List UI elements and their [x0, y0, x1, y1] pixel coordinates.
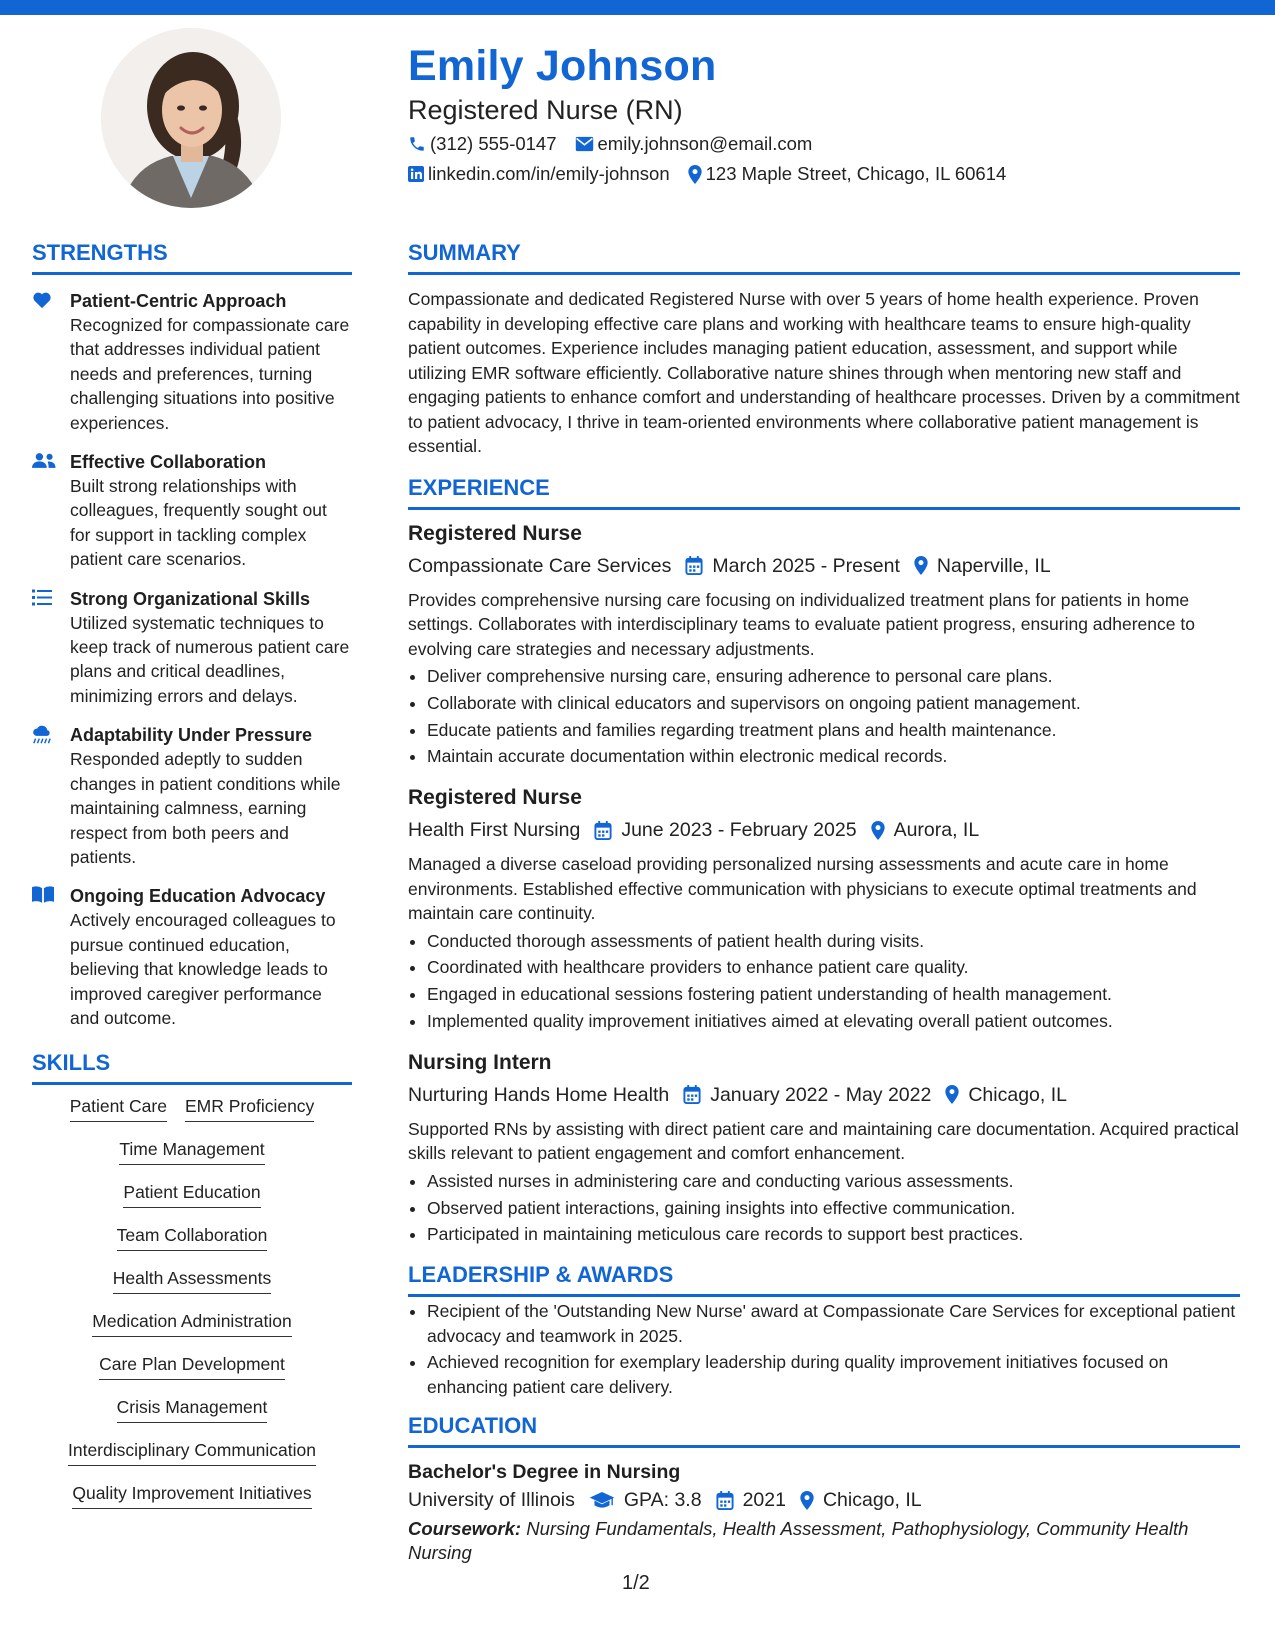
- summary-heading: SUMMARY: [408, 240, 1240, 275]
- email-icon: [575, 136, 594, 152]
- list-item: • Implemented quality improvement initiatives aimed at elevating overall patient outcomes.: [427, 1008, 1240, 1035]
- heart-icon: [32, 291, 52, 309]
- job-description: Supported RNs by assisting with direct patient care and maintaining care documentation. Acquired practical skills relevant to patient engagement and comfort enhancement.: [408, 1118, 1239, 1164]
- job-bullets: [408, 1168, 1240, 1248]
- job-location-wrap: [871, 816, 980, 844]
- leadership-heading: LEADERSHIP & AWARDS: [408, 1262, 1240, 1297]
- education-degree: Bachelor's Degree in Nursing: [408, 1461, 681, 1484]
- skills-heading: SKILLS: [32, 1050, 352, 1085]
- list-item: • Observed patient interactions, gaining insights into effective communication.: [427, 1195, 1240, 1222]
- job-dates: January 2022 - May 2022: [710, 1083, 932, 1106]
- profile-photo: [101, 28, 281, 208]
- calendar-icon: [685, 556, 703, 575]
- list-item: • Engaged in educational sessions fostering patient understanding of health management.: [427, 981, 1240, 1008]
- job-company: Compassionate Care Services: [408, 554, 672, 577]
- location-pin-icon: [800, 1491, 814, 1510]
- strength-item: [32, 450, 352, 572]
- job-dates-wrap: [683, 1081, 931, 1109]
- job-location: Aurora, IL: [893, 819, 980, 842]
- calendar-icon: [594, 821, 612, 840]
- job-role: Registered Nurse: [408, 521, 582, 545]
- contact-line-2: [408, 163, 1006, 185]
- page-number: 1/2: [622, 1572, 650, 1594]
- job-description: Managed a diverse caseload providing personalized nursing assessments and acute care in home environments. Established effective communication with physicians to execute optimal treatments and maintain care continuity.: [408, 854, 1197, 924]
- skill-tag: Interdisciplinary Communication: [68, 1439, 316, 1466]
- location-pin-icon: [688, 165, 702, 184]
- strength-item: [32, 587, 352, 709]
- strength-desc: Recognized for compassionate care that addresses individual patient needs and preferences, turning challenging situations into positive experiences.: [70, 315, 350, 433]
- list-item: • Recipient of the 'Outstanding New Nurse' award at Compassionate Care Services for exceptional patient advocacy and teamwork in 2025.: [427, 1299, 1240, 1348]
- linkedin-icon: [408, 166, 424, 182]
- skill-row: [32, 1396, 352, 1423]
- candidate-title: Registered Nurse (RN): [408, 95, 683, 125]
- education-location: Chicago, IL: [822, 1489, 922, 1512]
- location-pin-icon: [914, 556, 928, 575]
- education-year: 2021: [742, 1489, 786, 1512]
- phone-icon: [408, 135, 426, 153]
- strength-item: [32, 884, 352, 1030]
- awards-list: [408, 1299, 1240, 1399]
- calendar-icon: [683, 1085, 701, 1104]
- skill-tag: Health Assessments: [113, 1267, 272, 1294]
- strengths-list: [32, 289, 352, 1030]
- job-dates-wrap: [685, 552, 900, 580]
- education-gpa: GPA: 3.8: [623, 1489, 702, 1512]
- cloud-rain-icon: [32, 725, 52, 745]
- coursework-text: Nursing Fundamentals, Health Assessment, Pathophysiology, Community Health Nursing: [408, 1518, 1189, 1564]
- skill-tag: Crisis Management: [117, 1396, 268, 1423]
- email-contact[interactable]: [575, 133, 813, 155]
- skill-row: [32, 1095, 352, 1122]
- strengths-heading: STRENGTHS: [32, 240, 352, 275]
- job-entry: [408, 784, 1240, 1035]
- skill-tag: Patient Care: [70, 1095, 167, 1122]
- location-pin-icon: [945, 1085, 959, 1104]
- top-accent-bar: [0, 0, 1275, 15]
- skill-tag: Quality Improvement Initiatives: [72, 1482, 311, 1509]
- linkedin-contact[interactable]: [408, 163, 670, 185]
- skill-tag: Time Management: [119, 1138, 264, 1165]
- list-item: • Achieved recognition for exemplary leadership during quality improvement initiatives focused on enhancing patient care delivery.: [427, 1350, 1240, 1399]
- education-gpa-wrap: [589, 1486, 702, 1514]
- list-item: • Coordinated with healthcare providers to enhance patient care quality.: [427, 954, 1240, 981]
- strength-item: [32, 723, 352, 869]
- skill-row: [32, 1310, 352, 1337]
- skill-row: [32, 1267, 352, 1294]
- address-text: 123 Maple Street, Chicago, IL 60614: [705, 163, 1007, 184]
- job-company: Nurturing Hands Home Health: [408, 1083, 670, 1106]
- skill-tag: Medication Administration: [92, 1310, 291, 1337]
- strength-title: Strong Organizational Skills: [70, 588, 311, 609]
- coursework-label: Coursework:: [408, 1518, 522, 1540]
- education-year-wrap: [716, 1486, 786, 1514]
- skill-tag: Care Plan Development: [99, 1353, 285, 1380]
- list-item: • Participated in maintaining meticulous care records to support best practices.: [427, 1221, 1240, 1248]
- strength-desc: Responded adeptly to sudden changes in patient conditions while maintaining calmness, earning respect from both peers and patients.: [70, 749, 341, 867]
- education-heading: EDUCATION: [408, 1413, 1240, 1448]
- strength-title: Patient-Centric Approach: [70, 291, 287, 311]
- candidate-name: Emily Johnson: [408, 42, 717, 90]
- skill-tag: Team Collaboration: [117, 1224, 268, 1251]
- list-item: • Assisted nurses in administering care and conducting various assessments.: [427, 1168, 1240, 1195]
- job-location-wrap: [945, 1081, 1067, 1109]
- job-location: Naperville, IL: [936, 554, 1051, 577]
- summary-text: Compassionate and dedicated Registered Nurse with over 5 years of home health experience. Proven capability in developing effective care plans and working with healthcare teams to ensure high-quality patient outcomes. Experience includes managing patient education, assessment, and support while utilizing EMR software efficiently. Collaborative nature shines through when mentoring new staff and engaging patients to enhance comfort and understanding of healthcare processes. Driven by a commitment to patient advocacy, I thrive in team-oriented environments where collaborative patient management is essential.: [408, 289, 1240, 456]
- job-dates: June 2023 - February 2025: [621, 819, 857, 842]
- job-entry: [408, 520, 1240, 771]
- location-pin-icon: [871, 821, 885, 840]
- skill-row: [32, 1224, 352, 1251]
- graduation-cap-icon: [589, 1492, 615, 1509]
- coursework: [408, 1517, 1240, 1565]
- skill-row: [32, 1138, 352, 1165]
- contact-line-1: [408, 133, 812, 155]
- skill-row: [32, 1482, 352, 1509]
- left-column: [32, 240, 352, 1525]
- strength-item: [32, 289, 352, 435]
- job-role: Registered Nurse: [408, 786, 582, 810]
- users-icon: [32, 452, 56, 469]
- job-company: Health First Nursing: [408, 819, 581, 842]
- strength-desc: Utilized systematic techniques to keep track of numerous patient care plans and critical deadlines, minimizing errors and delays.: [70, 612, 350, 706]
- strength-desc: Actively encouraged colleagues to pursue continued education, believing that knowledge leads to improved caregiver performance and outcome.: [70, 910, 336, 1028]
- address-contact: [688, 163, 1007, 185]
- list-item: • Deliver comprehensive nursing care, ensuring adherence to personal care plans.: [427, 663, 1240, 690]
- phone-text: (312) 555-0147: [430, 133, 557, 154]
- job-meta: [408, 816, 1240, 844]
- job-dates-wrap: [594, 816, 856, 844]
- list-item: • Maintain accurate documentation within electronic medical records.: [427, 743, 1240, 770]
- list-item: • Collaborate with clinical educators and supervisors on ongoing patient management.: [427, 690, 1240, 717]
- job-location: Chicago, IL: [968, 1083, 1067, 1106]
- phone-contact[interactable]: [408, 133, 557, 155]
- email-text: emily.johnson@email.com: [597, 133, 813, 154]
- skill-tag: EMR Proficiency: [185, 1095, 314, 1122]
- skill-row: [32, 1439, 352, 1466]
- education-meta: [408, 1486, 1240, 1514]
- list-icon: [32, 589, 52, 606]
- calendar-icon: [716, 1491, 734, 1510]
- skill-row: [32, 1181, 352, 1208]
- job-description: Provides comprehensive nursing care focusing on individualized treatment plans for patients in home settings. Collaborates with interdisciplinary teams to evaluate patient progress, ensuring adherence to evolving care strategies and necessary adjustments.: [408, 589, 1195, 659]
- job-meta: [408, 552, 1240, 580]
- strength-title: Ongoing Education Advocacy: [70, 886, 326, 907]
- strength-title: Effective Collaboration: [70, 452, 267, 473]
- strength-title: Adaptability Under Pressure: [70, 725, 313, 746]
- job-location-wrap: [914, 552, 1051, 580]
- strength-desc: Built strong relationships with colleagues, frequently sought out for support in tackling complex patient care scenarios.: [70, 476, 327, 570]
- job-entry: [408, 1049, 1240, 1248]
- book-icon: [32, 886, 54, 903]
- skills-list: [32, 1095, 352, 1509]
- linkedin-text: linkedin.com/in/emily-johnson: [428, 163, 670, 184]
- job-bullets: [408, 928, 1240, 1035]
- skill-tag: Patient Education: [123, 1181, 260, 1208]
- job-role: Nursing Intern: [408, 1050, 552, 1074]
- right-column: [408, 240, 1240, 1565]
- list-item: • Conducted thorough assessments of patient health during visits.: [427, 928, 1240, 955]
- job-bullets: [408, 663, 1240, 770]
- job-dates: March 2025 - Present: [712, 554, 900, 577]
- list-item: • Educate patients and families regarding treatment plans and health maintenance.: [427, 717, 1240, 744]
- job-meta: [408, 1081, 1240, 1109]
- experience-heading: EXPERIENCE: [408, 475, 1240, 510]
- skill-row: [32, 1353, 352, 1380]
- education-school: University of Illinois: [408, 1489, 575, 1512]
- education-location-wrap: [800, 1486, 922, 1514]
